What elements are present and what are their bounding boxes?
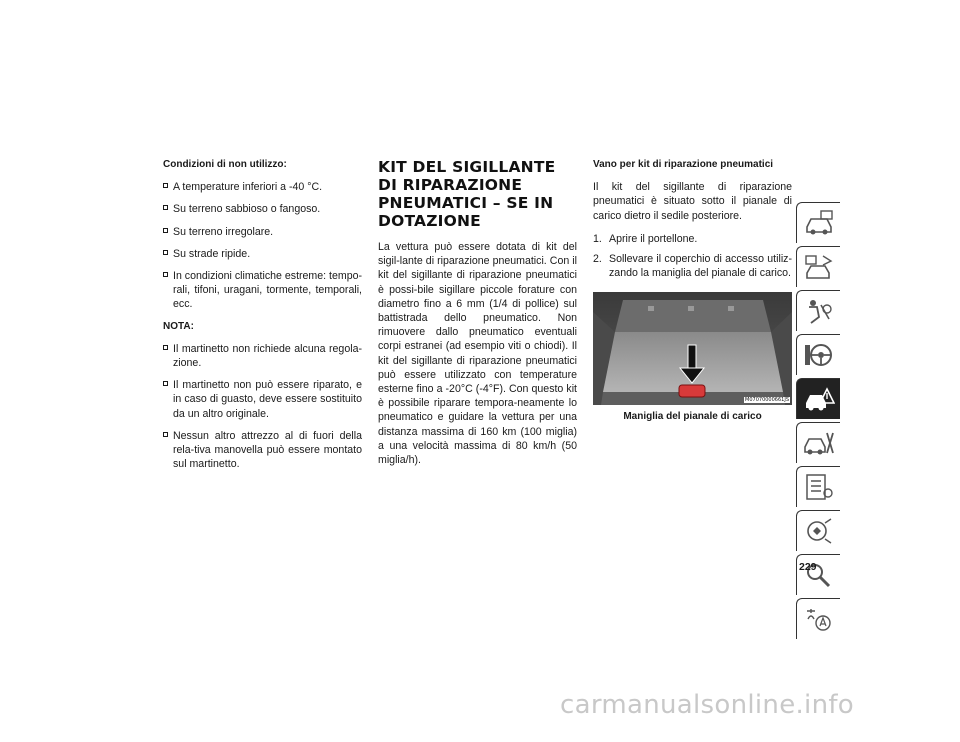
car-signals-icon (803, 253, 835, 281)
tab-multimedia[interactable] (796, 510, 840, 551)
column-middle (378, 158, 577, 476)
list-item: In condizioni climatiche estreme: tempo-rali, tifoni, uragani, tormente, temporali, ecc. (163, 269, 362, 312)
tab-dashboard[interactable] (796, 202, 840, 243)
list-item: 1. Aprire il portellone. (593, 232, 698, 245)
steering-wheel-icon (803, 341, 835, 369)
tab-driving[interactable] (796, 334, 840, 375)
list-item: Nessun altro attrezzo al di fuori della rela-tiva manovella può essere montato sul martinetto. (163, 429, 362, 472)
bullet-box-icon (163, 205, 168, 210)
steps-list (593, 232, 792, 281)
section-title: KIT DEL SIGILLANTE DI RIPARAZIONE PNEUMATICI – SE IN DOTAZIONE (378, 158, 556, 230)
tab-emergency[interactable] (796, 378, 840, 419)
cargo-area-illustration (593, 292, 792, 405)
bullet-box-icon (163, 228, 168, 233)
bullet-box-icon (163, 432, 168, 437)
watermark: carmanualsonline.info (560, 690, 855, 720)
compartment-heading: Vano per kit di riparazione pneumatici (593, 159, 774, 170)
list-item: A temperature inferiori a -40 °C. (163, 180, 362, 194)
section-paragraph: La vettura può essere dotata di kit del sigil-lante di riparazione pneumatici. Con il kit del sigillante di riparazione pneumatici è possi-bile sigillare piccole forature con diametro fino a 6 mm (1/4 di pollice) sul battistrada dello pneumatico. Non rimuovere dallo pneumatico eventuali corpi estranei (ad esempio viti o chiodi). Il kit del sigillante di riparazione pneumatici può essere utilizzato con temperature esterne fino a -20°C (-4°F). Con questo kit è possibile riparare tempora-neamente lo pneumatico e guidare la vettura per una distanza massima di 160 km (100 miglia) a una velocità massima di 80 km/h (50 miglia/h). (378, 241, 577, 467)
car-emergency-warning-icon (803, 385, 835, 413)
page-number: 229 (799, 561, 817, 573)
bullet-box-icon (163, 250, 168, 255)
tab-specifications[interactable] (796, 466, 840, 507)
bullet-box-icon (163, 183, 168, 188)
column-left (163, 158, 362, 479)
figure-code: M07070000661JS (745, 397, 789, 404)
tab-safety[interactable] (796, 290, 840, 331)
list-item: Il martinetto non richiede alcuna regola-zione. (163, 342, 362, 370)
list-item: Su terreno sabbioso o fangoso. (163, 202, 362, 216)
notes-list (163, 342, 362, 472)
list-item: 2. Sollevare il coperchio di accesso utiliz-zando la maniglia del pianale di carico. (593, 253, 792, 280)
list-item: Su strade ripide. (163, 247, 362, 261)
cargo-floor-photo (593, 292, 792, 405)
bullet-box-icon (163, 381, 168, 386)
tab-service[interactable] (796, 422, 840, 463)
car-service-tools-icon (803, 429, 835, 457)
intro-paragraph: Il kit del sigillante di riparazione pneumatici è situato sotto il pianale di carico dietro il sedile posteriore. (593, 181, 792, 222)
list-item: Su terreno irregolare. (163, 225, 362, 239)
multimedia-icon (803, 517, 835, 545)
figure-caption: Maniglia del pianale di carico (623, 411, 762, 423)
car-dashboard-icon (803, 209, 835, 237)
list-item: Il martinetto non può essere riparato, e in caso di guasto, deve essere sostituito da un altro originale. (163, 378, 362, 421)
language-icon (803, 605, 835, 633)
specifications-checklist-icon (803, 473, 835, 501)
conditions-heading: Condizioni di non utilizzo: (163, 159, 287, 170)
conditions-list (163, 180, 362, 311)
bullet-box-icon (163, 272, 168, 277)
note-heading: NOTA: (163, 320, 194, 332)
tab-signals[interactable] (796, 246, 840, 287)
column-right (593, 158, 792, 425)
car-safety-icon (803, 297, 835, 325)
bullet-box-icon (163, 345, 168, 350)
chapter-tabs (796, 202, 840, 642)
tab-language[interactable] (796, 598, 840, 639)
